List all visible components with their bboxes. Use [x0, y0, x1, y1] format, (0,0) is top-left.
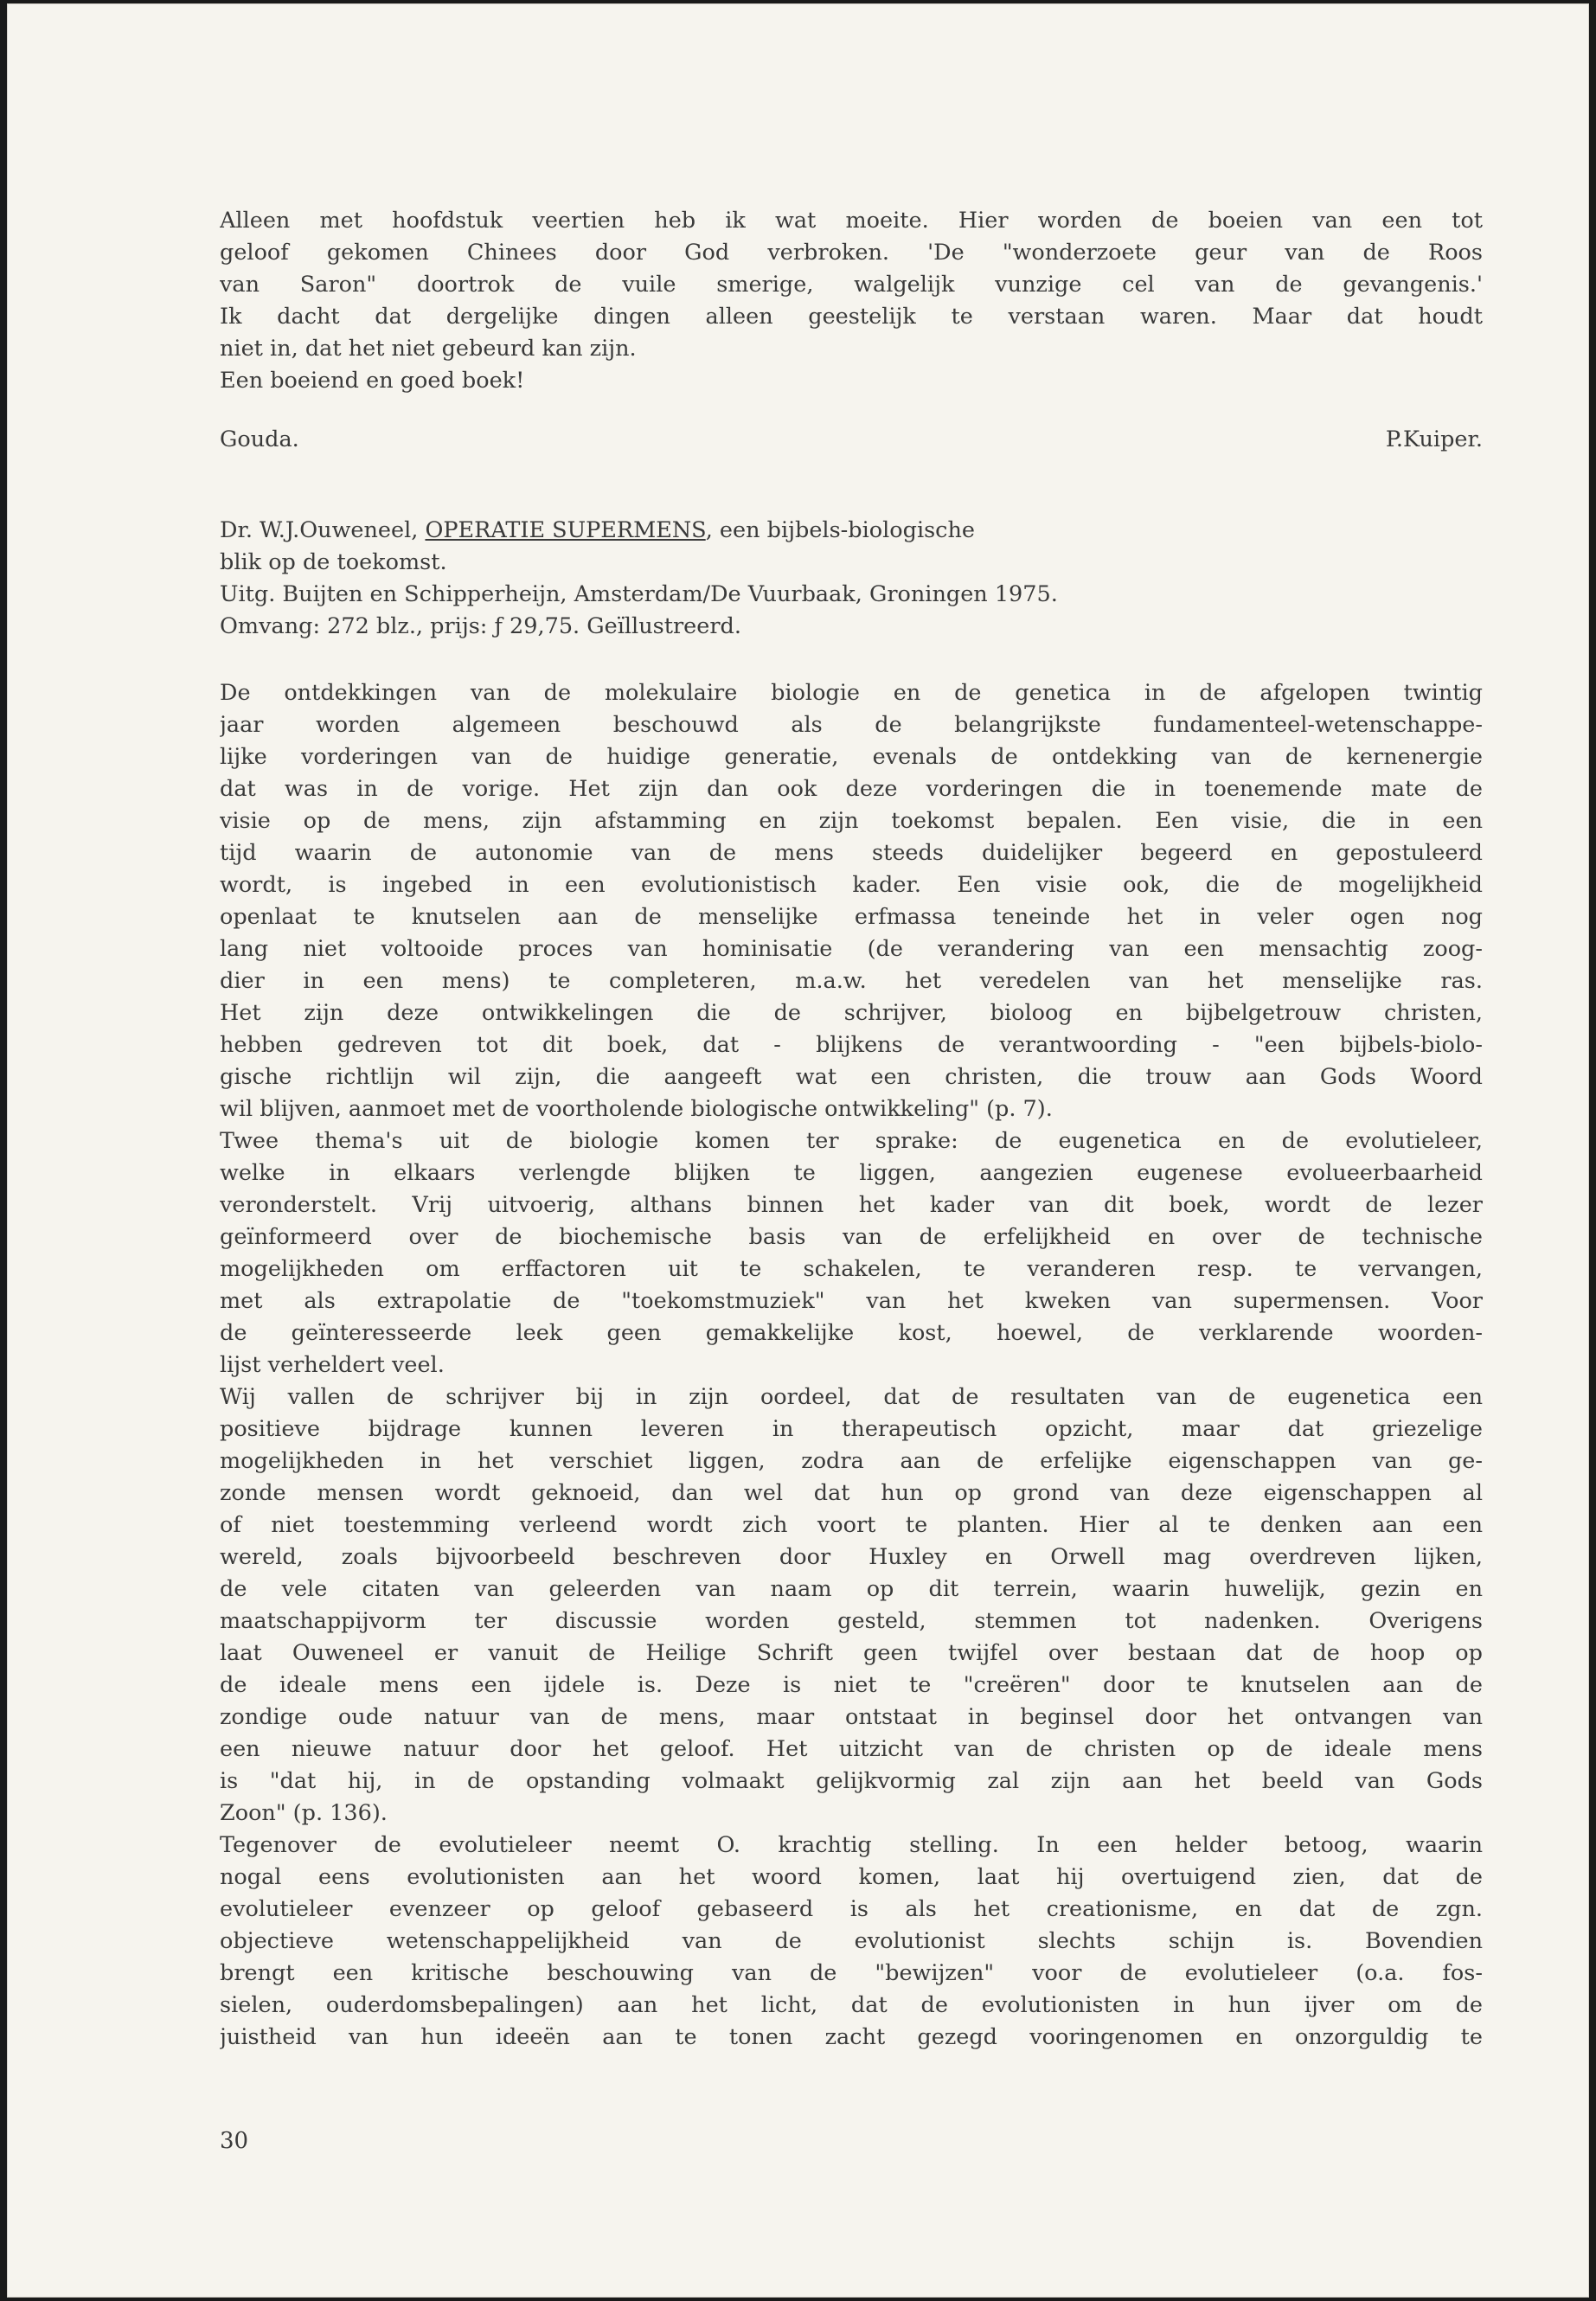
text-line: een nieuwe natuur door het geloof. Het uitzicht van de christen op de ideale mens	[220, 1736, 1483, 1762]
book-title: OPERATIE SUPERMENS	[425, 517, 706, 543]
text-line: Het zijn deze ontwikkelingen die de schrijver, bioloog en bijbelgetrouw christen,	[220, 1000, 1483, 1026]
text-line: laat Ouweneel er vanuit de Heilige Schrift geen twijfel over bestaan dat de hoop op	[220, 1640, 1483, 1666]
book-publisher: Uitg. Buijten en Schipperheijn, Amsterdam/De Vuurbaak, Groningen 1975.	[220, 581, 1058, 607]
text-line: lang niet voltooide proces van hominisatie (de verandering van een mensachtig zoog-	[220, 936, 1483, 962]
text-line: tijd waarin de autonomie van de mens steeds duidelijker begeerd en gepostuleerd	[220, 840, 1483, 866]
reviewer-place: Gouda.	[220, 426, 299, 452]
text-line: zondige oude natuur van de mens, maar ontstaat in beginsel door het ontvangen van	[220, 1704, 1483, 1730]
text-line: nogal eens evolutionisten aan het woord komen, laat hij overtuigend zien, dat de	[220, 1864, 1483, 1890]
text-line: dier in een mens) te completeren, m.a.w. het veredelen van het menselijke ras.	[220, 968, 1483, 994]
text-line: de ideale mens een ijdele is. Deze is niet te "creëren" door te knutselen aan de	[220, 1672, 1483, 1698]
text-line: Zoon" (p. 136).	[220, 1800, 388, 1826]
text-line: mogelijkheden om erffactoren uit te schakelen, te veranderen resp. te vervangen,	[220, 1256, 1483, 1282]
text-line: juistheid van hun ideeën aan te tonen zacht gezegd vooringenomen en onzorguldig te	[220, 2024, 1483, 2050]
text-line: De ontdekkingen van de molekulaire biologie en de genetica in de afgelopen twintig	[220, 680, 1483, 706]
text-line: met als extrapolatie de "toekomstmuziek" van het kweken van supermensen. Voor	[220, 1288, 1483, 1314]
previous-review-ending	[220, 205, 1483, 397]
text-line: objectieve wetenschappelijkheid van de evolutionist slechts schijn is. Bovendien	[220, 1928, 1483, 1954]
text-line: de geïnteresseerde leek geen gemakkelijke kost, hoewel, de verklarende woorden-	[220, 1320, 1483, 1346]
text-line: jaar worden algemeen beschouwd als de belangrijkste fundamenteel-wetenschappe-	[220, 712, 1483, 738]
book-author: Dr. W.J.Ouweneel,	[220, 517, 426, 543]
page-number: 30	[220, 2128, 249, 2154]
text-line: welke in elkaars verlengde blijken te liggen, aangezien eugenese evolueerbaarheid	[220, 1160, 1483, 1186]
text-line: Tegenover de evolutieleer neemt O. krachtig stelling. In een helder betoog, waarin	[220, 1832, 1483, 1858]
text-line: van Saron" doortrok de vuile smerige, walgelijk vunzige cel van de gevangenis.'	[220, 272, 1483, 298]
book-citation	[220, 515, 1483, 643]
book-details: Omvang: 272 blz., prijs: ƒ 29,75. Geïllustreerd.	[220, 613, 741, 639]
text-line: dat was in de vorige. Het zijn dan ook deze vorderingen die in toenemende mate de	[220, 776, 1483, 802]
text-line: is "dat hij, in de opstanding volmaakt gelijkvormig zal zijn aan het beeld van Gods	[220, 1768, 1483, 1794]
book-subtitle-continued: blik op de toekomst.	[220, 549, 447, 575]
text-line: brengt een kritische beschouwing van de "bewijzen" voor de evolutieleer (o.a. fos-	[220, 1960, 1483, 1986]
text-line: hebben gedreven tot dit boek, dat - blijkens de verantwoording - "een bijbels-biolo-	[220, 1032, 1483, 1058]
text-line: lijke vorderingen van de huidige generatie, evenals de ontdekking van de kernenergie	[220, 744, 1483, 770]
text-line: Een boeiend en goed boek!	[220, 368, 525, 394]
text-line: of niet toestemming verleend wordt zich voort te planten. Hier al te denken aan een	[220, 1512, 1483, 1538]
text-line: veronderstelt. Vrij uitvoerig, althans binnen het kader van dit boek, wordt de lezer	[220, 1192, 1483, 1218]
reviewer-byline	[220, 424, 1483, 456]
text-line: zonde mensen wordt geknoeid, dan wel dat hun op grond van deze eigenschappen al	[220, 1480, 1483, 1506]
text-line: geloof gekomen Chinees door God verbroken. 'De "wonderzoete geur van de Roos	[220, 240, 1483, 266]
text-line: niet in, dat het niet gebeurd kan zijn.	[220, 336, 637, 362]
text-line: openlaat te knutselen aan de menselijke erfmassa teneinde het in veler ogen nog	[220, 904, 1483, 930]
text-line: Ik dacht dat dergelijke dingen alleen geestelijk te verstaan waren. Maar dat houdt	[220, 304, 1483, 330]
book-page	[7, 3, 1589, 2298]
text-line: maatschappijvorm ter discussie worden gesteld, stemmen tot nadenken. Overigens	[220, 1608, 1483, 1634]
text-line: wereld, zoals bijvoorbeeld beschreven door Huxley en Orwell mag overdreven lijken,	[220, 1544, 1483, 1570]
text-line: mogelijkheden in het verschiet liggen, zodra aan de erfelijke eigenschappen van ge-	[220, 1448, 1483, 1474]
text-line: visie op de mens, zijn afstamming en zijn toekomst bepalen. Een visie, die in een	[220, 808, 1483, 834]
text-line: Alleen met hoofdstuk veertien heb ik wat moeite. Hier worden de boeien van een tot	[220, 208, 1483, 234]
reviewer-signature: P.Kuiper.	[1385, 426, 1483, 452]
text-line: wordt, is ingebed in een evolutionistisch kader. Een visie ook, die de mogelijkheid	[220, 872, 1483, 898]
text-line: sielen, ouderdomsbepalingen) aan het licht, dat de evolutionisten in hun ijver om de	[220, 1992, 1483, 2018]
text-line: positieve bijdrage kunnen leveren in therapeutisch opzicht, maar dat griezelige	[220, 1416, 1483, 1442]
review-body	[220, 677, 1483, 2054]
text-line: Twee thema's uit de biologie komen ter sprake: de eugenetica en de evolutieleer,	[220, 1128, 1483, 1154]
text-line: Wij vallen de schrijver bij in zijn oordeel, dat de resultaten van de eugenetica een	[220, 1384, 1483, 1410]
text-line: de vele citaten van geleerden van naam op dit terrein, waarin huwelijk, gezin en	[220, 1576, 1483, 1602]
text-line: gische richtlijn wil zijn, die aangeeft wat een christen, die trouw aan Gods Woord	[220, 1064, 1483, 1090]
text-line: evolutieleer evenzeer op geloof gebaseerd is als het creationisme, en dat de zgn.	[220, 1896, 1483, 1922]
book-subtitle: , een bijbels-biologische	[705, 517, 975, 543]
text-line: lijst verheldert veel.	[220, 1352, 445, 1378]
text-line: geïnformeerd over de biochemische basis van de erfelijkheid en over de technische	[220, 1224, 1483, 1250]
text-line: wil blijven, aanmoet met de voortholende biologische ontwikkeling" (p. 7).	[220, 1096, 1053, 1122]
